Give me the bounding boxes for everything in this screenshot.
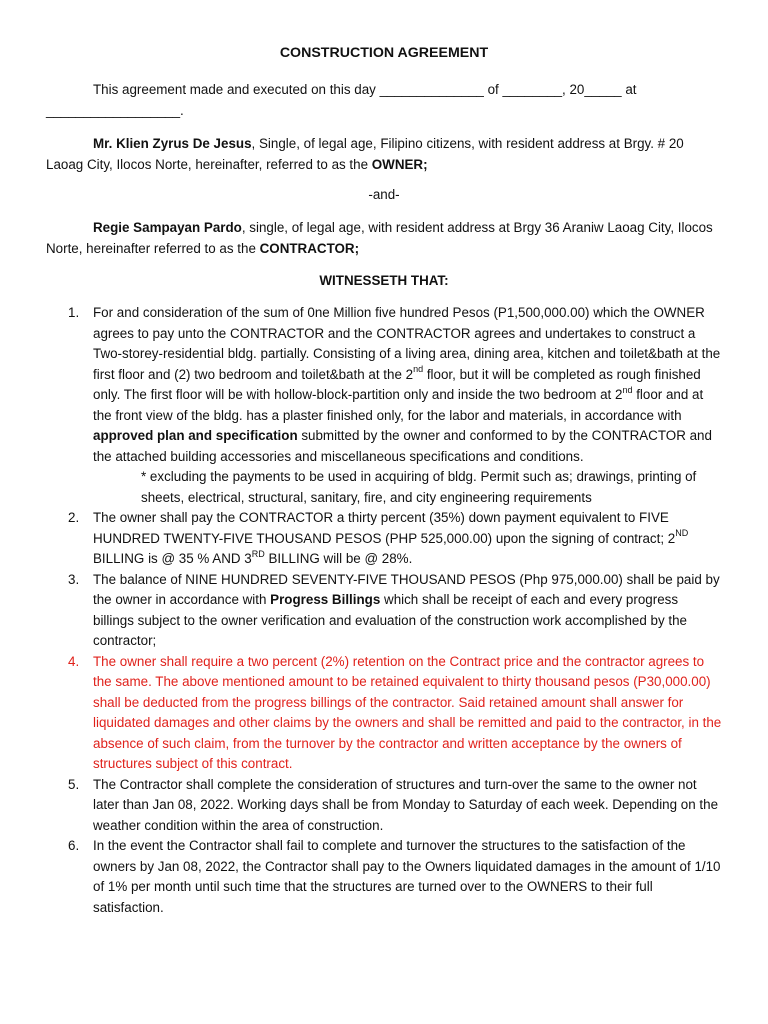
owner-role: OWNER; — [371, 156, 428, 172]
clause-number: 4. — [68, 653, 80, 669]
clause-1 — [46, 303, 722, 508]
clause-6 — [46, 836, 722, 918]
clause-number: 6. — [68, 838, 80, 853]
clause-text: BILLING is @ 35 % AND 3 — [93, 551, 252, 566]
clause-text: For and consideration of the sum of 0ne Million five hundred Pesos (P1,500,000.00) which the OWNER agrees to pay unto the CONTRACTOR and the CONTRACTOR agrees and undertakes to construct a Two-storey-residential bldg. partially. Consisting of a living area, dining area, kitchen and toilet&bath at the first floor and (2) two bedroom and toilet&bath at the 2 — [93, 305, 721, 382]
intro-place-blank: __________________. — [46, 102, 184, 118]
clause-text: which shall be receipt of each and every progress billings subject to the owner verification and evaluation of the construction work accomplished by the contractor; — [93, 592, 687, 648]
and-separator: -and- — [368, 187, 400, 202]
contractor-name: Regie Sampayan Pardo — [93, 220, 242, 235]
contractor-paragraph — [46, 218, 722, 259]
clause-text: The owner shall require a two percent (2%) retention on the Contract price and the contractor agrees to the same. The above mentioned amount to be retained equivalent to thirty thousand pesos (P30,000.00) shall be deducted from the progress billings of the contractor. Said retained amount shall answer for liquidated damages and other claims by the owners and shall be remitted and paid to the contractor, in the absence of such claim, from the turnover by the contractor and written acceptance by the owners of structures subject of this contract. — [93, 653, 722, 771]
clause-text: The balance of NINE HUNDRED SEVENTY-FIVE THOUSAND PESOS (Php 975,000.00) shall be paid by the owner in accordance with — [93, 571, 720, 607]
intro-text: This agreement made and executed on this day ______________ of ________, 20_____ at — [93, 82, 637, 97]
clause-note: * excluding the payments to be used in acquiring of bldg. Permit such as; drawings, printing of sheets, electrical, structural, sanitary, fire, and city engineering requirements — [141, 469, 697, 505]
superscript: nd — [413, 364, 424, 375]
clause-text: The Contractor shall complete the consideration of structures and turn-over the same to the owner not later than Jan 08, 2022. Working days shall be from Monday to Saturday of each week. Depending on the weather condition within the area of construction. — [93, 776, 719, 833]
clause-text: floor and at the front view of the bldg. has a plaster finished only, for the labor and materials, in accordance with — [93, 387, 704, 423]
clause-2 — [46, 508, 722, 570]
clause-text: The owner shall pay the CONTRACTOR a thirty percent (35%) down payment equivalent to FIVE HUNDRED TWENTY-FIVE THOUSAND PESOS (PHP 525,000.00) upon the signing of contract; 2 — [93, 510, 676, 546]
clause-text: BILLING will be @ 28%. — [264, 551, 413, 566]
clause-number: 3. — [68, 571, 80, 587]
superscript: ND — [675, 528, 689, 539]
clause-text: In the event the Contractor shall fail to complete and turnover the structures to the satisfaction of the owners by Jan 08, 2022, the Contractor shall pay to the Owners liquidated damages in the amount of 1/10 of 1% per month until such time that the structures are turned over to the OWNERS to their full satisfaction. — [93, 838, 721, 915]
superscript: RD — [251, 548, 265, 559]
contractor-role: CONTRACTOR; — [259, 240, 360, 256]
clause-3 — [46, 570, 722, 652]
agreement-clauses — [46, 303, 722, 918]
clause-text: submitted by the owner and conformed to by the CONTRACTOR and the attached building accessories and miscellaneous specifications and conditions. — [93, 428, 712, 464]
clause-bold-text: Progress Billings — [270, 592, 381, 607]
intro-paragraph — [46, 80, 722, 121]
clause-text: floor, but it will be completed as rough finished only. The first floor will be with hollow-block-partition only and inside the two bedroom at 2 — [93, 366, 701, 402]
clause-number: 1. — [68, 305, 80, 320]
clause-bold-text: approved plan and specification — [93, 428, 298, 443]
clause-number: 2. — [68, 510, 80, 525]
clause-4 — [46, 652, 722, 775]
owner-details: , Single, of legal age, Filipino citizens, with resident address at Brgy. # 20 Laoag City, Ilocos Norte, hereinafter, referred to as the — [46, 136, 684, 172]
clause-number: 5. — [68, 776, 80, 792]
witnesseth-heading: WITNESSETH THAT: — [319, 273, 449, 288]
clause-5 — [46, 775, 722, 837]
owner-paragraph — [46, 134, 722, 175]
superscript: nd — [622, 384, 633, 395]
owner-name: Mr. Klien Zyrus De Jesus — [93, 136, 252, 151]
contractor-details: , single, of legal age, with resident address at Brgy 36 Araniw Laoag City, Ilocos Norte, hereinafter referred to as the — [46, 220, 713, 256]
document-title: CONSTRUCTION AGREEMENT — [279, 45, 489, 61]
